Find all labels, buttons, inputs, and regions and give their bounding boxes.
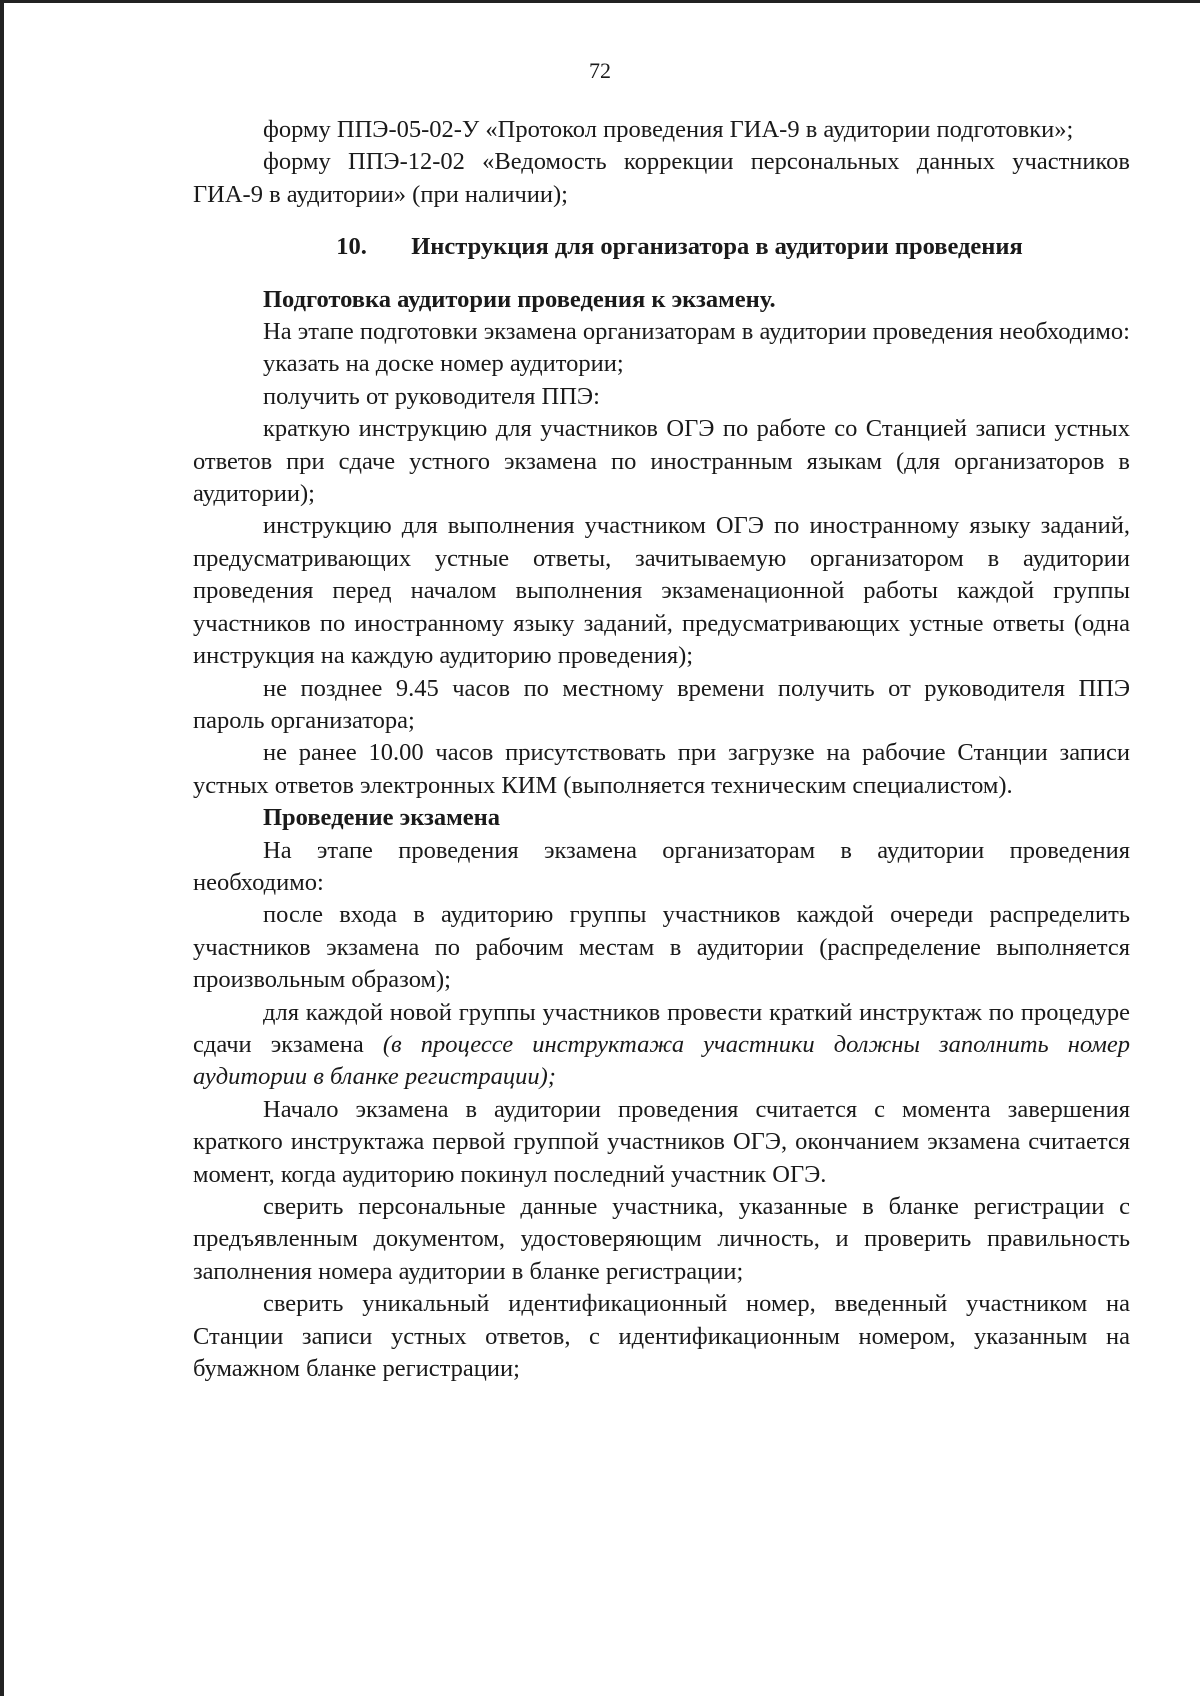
page-number: 72 <box>589 58 611 83</box>
exam-paragraph-text: для каждой новой группы участников провести краткий инструктаж по процедуре сдачи экзамена <box>193 998 1130 1058</box>
prep-paragraph: не ранее 10.00 часов присутствовать при загрузке на рабочие Станции записи устных ответов электронных КИМ (выполняется техническим специалистом). <box>193 739 1130 799</box>
prep-heading: Подготовка аудитории проведения к экзамену. <box>263 285 776 313</box>
scan-edge-left <box>0 0 4 1696</box>
exam-paragraph-italic: (в процессе инструктажа участники должны заполнить номер аудитории в бланке регистрации); <box>193 1030 1130 1091</box>
prep-paragraph: получить от руководителя ППЭ: <box>263 382 600 410</box>
scan-edge-top <box>0 0 1200 3</box>
exam-paragraph: после входа в аудиторию группы участников каждой очереди распределить участников экзамена по рабочим местам в аудитории (распределение выполняется произвольным образом); <box>193 901 1130 994</box>
exam-paragraph: сверить уникальный идентификационный номер, введенный участником на Станции записи устных ответов, с идентификационным номером, указанным на бумажном бланке регистрации; <box>193 1290 1130 1383</box>
exam-paragraph: сверить персональные данные участника, указанные в бланке регистрации с предъявленным документом, удостоверяющим личность, и проверить правильность заполнения номера аудитории в бланке регистрации; <box>193 1193 1130 1285</box>
exam-paragraph: Начало экзамена в аудитории проведения считается с момента завершения краткого инструктажа первой группой участников ОГЭ, окончанием экзамена считается момент, когда аудиторию покинул последний участник ОГЭ. <box>193 1095 1130 1188</box>
section-title: Инструкция для организатора в аудитории проведения <box>411 233 1023 261</box>
document-body <box>193 114 1130 1385</box>
exam-paragraph <box>193 997 1130 1094</box>
form-line-2: форму ППЭ-12-02 «Ведомость коррекции персональных данных участников ГИА-9 в аудитории» (при наличии); <box>193 148 1130 208</box>
prep-paragraph: указать на доске номер аудитории; <box>263 350 624 378</box>
section-number: 10. <box>336 233 367 261</box>
exam-paragraph: На этапе проведения экзамена организаторам в аудитории проведения необходимо: <box>193 836 1130 896</box>
form-line-1: форму ППЭ-05-02-У «Протокол проведения ГИА-9 в аудитории подготовки»; <box>263 116 1074 143</box>
prep-paragraph: На этапе подготовки экзамена организаторам в аудитории проведения необходимо: <box>263 318 1130 346</box>
section-heading <box>193 231 1130 263</box>
prep-paragraph: краткую инструкцию для участников ОГЭ по работе со Станцией записи устных ответов при сдаче устного экзамена по иностранным языкам (для организаторов в аудитории); <box>193 415 1130 508</box>
prep-paragraph: не позднее 9.45 часов по местному времени получить от руководителя ППЭ пароль организатора; <box>193 674 1130 734</box>
exam-heading: Проведение экзамена <box>263 804 501 832</box>
prep-paragraph: инструкцию для выполнения участником ОГЭ по иностранному языку заданий, предусматривающих устные ответы, зачитываемую организатором в аудитории проведения перед началом выполнения экзаменационной работы каждой группы участников по иностранному языку заданий, предусматривающих устные ответы (одна инструкция на каждую аудиторию проведения); <box>193 512 1130 670</box>
